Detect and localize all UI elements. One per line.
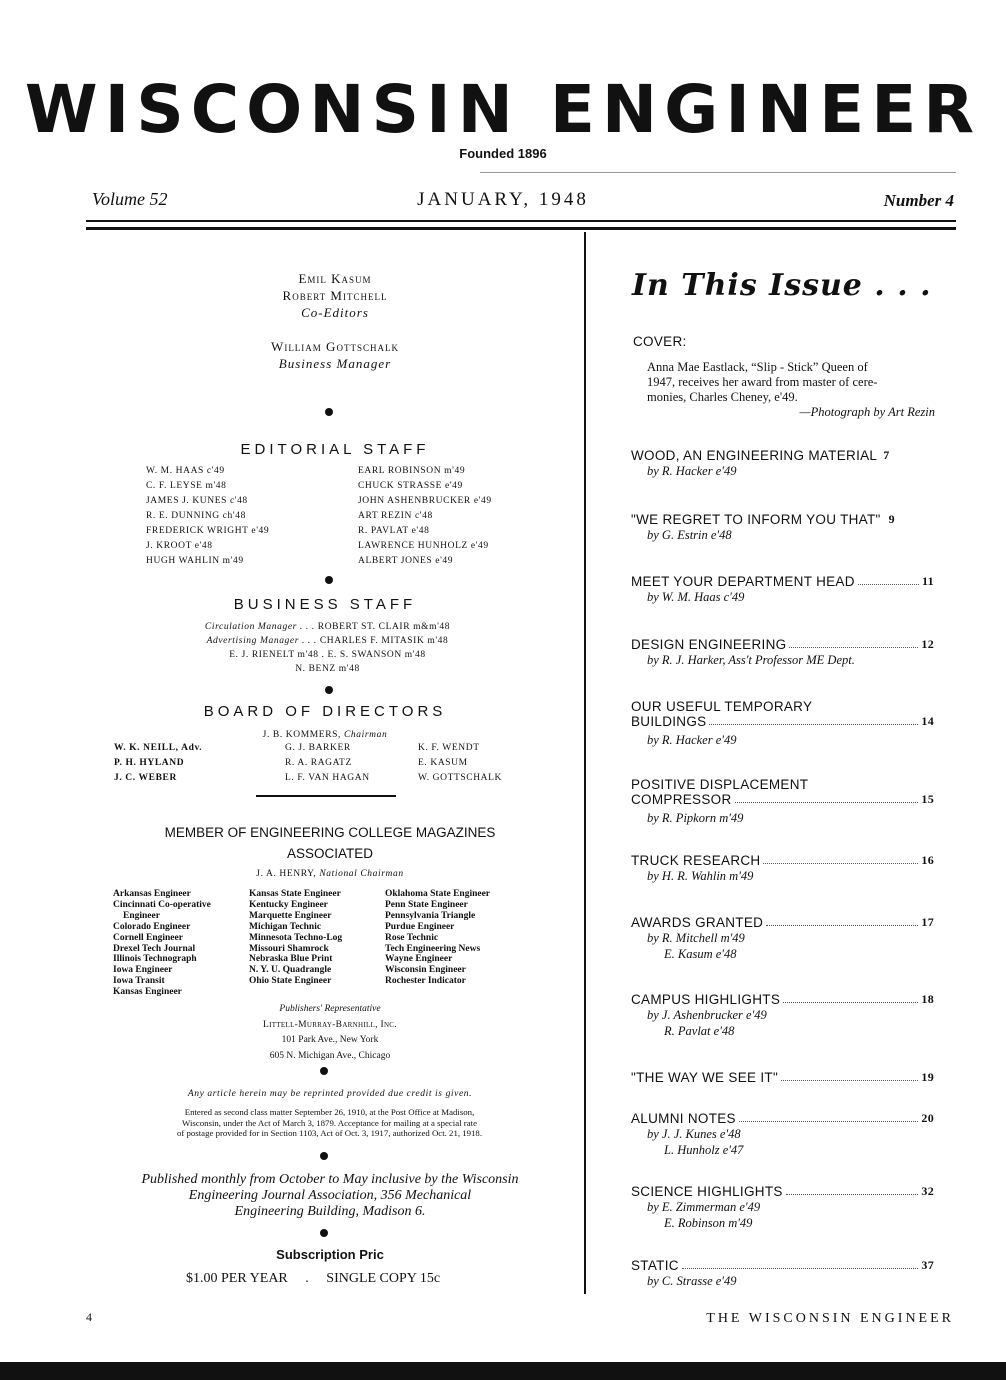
member-magazine: Nebraska Blue Print bbox=[249, 954, 333, 965]
toc-title: "THE WAY WE SEE IT" bbox=[631, 1070, 779, 1085]
toc-page: 14 bbox=[921, 714, 934, 728]
toc-byline: by R. J. Harker, Ass't Professor ME Dept. bbox=[647, 653, 855, 667]
published-line: Engineering Journal Association, 356 Mechanical bbox=[188, 1188, 472, 1203]
dot-leader bbox=[789, 646, 918, 648]
staff-member: W. M. HAAS c'49 bbox=[146, 466, 225, 476]
toc-byline: by J. Ashenbrucker e'49 bbox=[647, 1008, 767, 1022]
board-chair-role: Chairman bbox=[343, 730, 388, 740]
dot-leader bbox=[766, 924, 918, 926]
member-magazine: Colorado Engineer bbox=[113, 921, 191, 932]
toc-page: 20 bbox=[921, 1111, 934, 1125]
bullet-separator bbox=[320, 1229, 328, 1237]
toc-page: 37 bbox=[921, 1258, 934, 1272]
toc-page: 7 bbox=[883, 448, 890, 462]
toc-title: COMPRESSOR bbox=[631, 792, 732, 807]
in-this-issue-heading: In This Issue . . . bbox=[632, 268, 932, 303]
cover-caption bbox=[647, 360, 935, 420]
bullet-separator bbox=[325, 576, 333, 584]
member-magazine: Iowa Transit bbox=[113, 976, 165, 987]
staff-member: CHUCK STRASSE e'49 bbox=[358, 481, 463, 491]
subscription-heading: Subscription Pric bbox=[276, 1247, 384, 1262]
dot-leader bbox=[735, 801, 919, 803]
toc-byline: by H. R. Wahlin m'49 bbox=[647, 869, 754, 883]
toc-page: 15 bbox=[921, 792, 934, 806]
staff-member: LAWRENCE HUNHOLZ e'49 bbox=[358, 541, 489, 551]
toc-entry[interactable] bbox=[631, 1184, 934, 1231]
toc-title: WOOD, AN ENGINEERING MATERIAL bbox=[631, 448, 878, 463]
member-magazine: Kentucky Engineer bbox=[249, 899, 328, 910]
member-magazine: Ohio State Engineer bbox=[249, 976, 332, 987]
manager-name: William Gottschalk bbox=[271, 339, 399, 354]
business-line bbox=[120, 634, 535, 648]
board-heading: BOARD OF DIRECTORS bbox=[203, 703, 447, 720]
member-magazine: Tech Engineering News bbox=[385, 943, 481, 954]
board-member: R. A. RAGATZ bbox=[285, 758, 352, 768]
member-magazine: Wayne Engineer bbox=[385, 954, 453, 965]
editor-name: Robert Mitchell bbox=[282, 288, 388, 303]
rep-address: 101 Park Ave., New York bbox=[281, 1035, 379, 1045]
dot-leader bbox=[739, 1120, 919, 1122]
founded-line: Founded 1896 bbox=[459, 146, 547, 161]
member-magazine: Oklahoma State Engineer bbox=[385, 889, 491, 899]
dot-leader bbox=[781, 1079, 918, 1081]
board-chair-name: J. B. KOMMERS, bbox=[262, 730, 344, 740]
masthead-title: WISCONSIN ENGINEER bbox=[24, 71, 982, 148]
toc-title: SCIENCE HIGHLIGHTS bbox=[631, 1184, 783, 1199]
association-chair-name: J. A. HENRY, bbox=[256, 869, 320, 879]
board-member: E. KASUM bbox=[418, 758, 468, 768]
toc-byline: by C. Strasse e'49 bbox=[647, 1274, 737, 1288]
toc-entry[interactable] bbox=[631, 1111, 934, 1158]
business-line: N. BENZ m'48 bbox=[295, 664, 360, 674]
bullet-separator bbox=[320, 1067, 328, 1075]
toc-byline: by R. Mitchell m'49 bbox=[647, 931, 745, 945]
toc-byline: by G. Estrin e'48 bbox=[647, 528, 732, 542]
toc-byline: by R. Hacker e'49 bbox=[647, 733, 737, 747]
toc-byline: by R. Pipkorn m'49 bbox=[647, 811, 744, 825]
toc-title: STATIC bbox=[631, 1258, 679, 1273]
rep-label: Publishers' Representative bbox=[279, 1004, 381, 1014]
association-title-line: MEMBER OF ENGINEERING COLLEGE MAGAZINES bbox=[164, 825, 496, 840]
entered-notice bbox=[82, 1107, 577, 1139]
dot-leader bbox=[682, 1267, 919, 1269]
volume-label: Volume 52 bbox=[92, 189, 168, 209]
masthead-thin-rule bbox=[480, 172, 956, 173]
toc-byline: by J. J. Kunes e'48 bbox=[647, 1127, 741, 1141]
cover-photo-credit: —Photograph by Art Rezin bbox=[799, 405, 935, 419]
business-staff-heading: BUSINESS STAFF bbox=[233, 596, 417, 613]
toc-title: MEET YOUR DEPARTMENT HEAD bbox=[631, 574, 855, 589]
rep-address: 605 N. Michigan Ave., Chicago bbox=[269, 1050, 391, 1061]
member-magazine: Pennsylvania Triangle bbox=[385, 910, 476, 921]
member-magazine: Iowa Engineer bbox=[113, 965, 173, 976]
member-magazine: Cornell Engineer bbox=[113, 932, 183, 943]
board-member: K. F. WENDT bbox=[418, 743, 480, 753]
issue-date: JANUARY, 1948 bbox=[417, 189, 589, 210]
board-col-2 bbox=[285, 741, 370, 786]
editor-role: Co-Editors bbox=[301, 305, 369, 320]
toc-entry[interactable] bbox=[631, 915, 934, 962]
toc-entry[interactable] bbox=[631, 1070, 934, 1085]
toc-title: OUR USEFUL TEMPORARY bbox=[631, 699, 813, 714]
member-magazine: Purdue Engineer bbox=[385, 921, 455, 932]
toc-byline: by W. M. Haas c'49 bbox=[647, 590, 745, 604]
cover-label: COVER: bbox=[633, 334, 687, 349]
board-member: P. H. HYLAND bbox=[114, 758, 185, 768]
toc-title: CAMPUS HIGHLIGHTS bbox=[631, 992, 781, 1007]
board-member: W. K. NEILL, Adv. bbox=[114, 743, 203, 753]
member-magazine: Cincinnati Co-operative bbox=[113, 899, 211, 910]
member-magazine: Drexel Tech Journal bbox=[113, 943, 196, 954]
staff-member: JAMES J. KUNES c'48 bbox=[146, 496, 248, 506]
association-title bbox=[90, 822, 570, 864]
member-magazine: Illinois Technograph bbox=[113, 954, 197, 965]
staff-member: R. E. DUNNING ch'48 bbox=[146, 511, 246, 521]
editorial-staff-heading: EDITORIAL STAFF bbox=[240, 441, 430, 458]
cover-caption-line: monies, Charles Cheney, e'49. bbox=[647, 390, 798, 404]
member-magazine: Minnesota Techno-Log bbox=[249, 932, 343, 943]
staff-member: ART REZIN c'48 bbox=[358, 511, 433, 521]
business-line bbox=[120, 620, 535, 634]
dot-leader bbox=[858, 583, 919, 585]
toc-title: "WE REGRET TO INFORM YOU THAT" bbox=[631, 512, 881, 527]
toc-entry[interactable] bbox=[631, 992, 934, 1039]
subscription-year: $1.00 PER YEAR bbox=[186, 1271, 288, 1286]
staff-member: R. PAVLAT e'48 bbox=[358, 526, 430, 536]
member-magazine: Marquette Engineer bbox=[249, 910, 332, 921]
staff-member: ALBERT JONES e'49 bbox=[358, 556, 454, 566]
editorial-staff-left bbox=[146, 464, 269, 569]
member-magazine: Engineer bbox=[123, 910, 160, 921]
toc-entry[interactable] bbox=[631, 448, 934, 479]
business-staff-block bbox=[120, 620, 535, 676]
toc-entry[interactable] bbox=[631, 777, 934, 826]
entered-line: Wisconsin, under the Act of March 3, 1879. Acceptance for mailing at a special rate bbox=[182, 1117, 477, 1128]
business-line: E. J. RIENELT m'48 . E. S. SWANSON m'48 bbox=[229, 650, 426, 660]
issue-number: Number 4 bbox=[883, 191, 954, 210]
member-col-2 bbox=[249, 889, 342, 987]
published-notice bbox=[90, 1172, 570, 1220]
toc-title: ALUMNI NOTES bbox=[631, 1111, 736, 1126]
toc-page: 17 bbox=[921, 915, 934, 929]
toc-page: 16 bbox=[921, 853, 934, 867]
toc-entry[interactable] bbox=[631, 853, 934, 884]
association-title-line: ASSOCIATED bbox=[286, 846, 374, 861]
toc-entry[interactable] bbox=[631, 637, 934, 668]
toc-title: BUILDINGS bbox=[631, 714, 707, 729]
board-member: W. GOTTSCHALK bbox=[418, 773, 502, 783]
board-member: G. J. BARKER bbox=[285, 743, 351, 753]
bullet-separator bbox=[320, 1152, 328, 1160]
staff-member: J. KROOT e'48 bbox=[146, 541, 213, 551]
member-col-1 bbox=[113, 889, 211, 998]
dot-leader bbox=[763, 862, 918, 864]
subscription-prices bbox=[186, 1271, 440, 1287]
bullet-separator bbox=[325, 408, 333, 416]
staff-member: EARL ROBINSON m'49 bbox=[358, 466, 466, 476]
toc-page: 11 bbox=[922, 574, 934, 588]
toc-entry[interactable] bbox=[631, 699, 934, 748]
staff-member: C. F. LEYSE m'48 bbox=[146, 481, 227, 491]
masthead-rule-bottom bbox=[86, 227, 956, 230]
toc-title: DESIGN ENGINEERING bbox=[631, 637, 787, 652]
toc-byline: E. Kasum e'48 bbox=[664, 947, 737, 961]
member-magazine: Michigan Technic bbox=[249, 921, 322, 932]
rep-name: Littell-Murray-Barnhill, Inc. bbox=[263, 1019, 397, 1030]
entered-line: of postage provided for in Section 1103, Act of Oct. 3, 1917, authorized Oct. 21, 1918. bbox=[176, 1128, 483, 1138]
dot-leader bbox=[709, 723, 918, 725]
member-magazine: N. Y. U. Quadrangle bbox=[249, 965, 332, 976]
board-member: L. F. VAN HAGAN bbox=[285, 773, 370, 783]
masthead-rule-top bbox=[86, 220, 956, 222]
board-rule bbox=[256, 795, 396, 797]
business-name: CHARLES F. MITASIK m'48 bbox=[316, 636, 449, 646]
board-col-1 bbox=[114, 741, 202, 786]
toc-byline: by R. Hacker e'49 bbox=[647, 464, 737, 478]
toc-entry[interactable] bbox=[631, 512, 934, 543]
toc-byline: by E. Zimmerman e'49 bbox=[647, 1200, 761, 1214]
toc-page: 32 bbox=[921, 1184, 934, 1198]
toc-entry[interactable] bbox=[631, 1258, 934, 1289]
editor-name: Emil Kasum bbox=[298, 271, 372, 286]
member-magazine: Wisconsin Engineer bbox=[385, 965, 466, 976]
staff-member: HUGH WAHLIN m'49 bbox=[146, 556, 244, 566]
editorial-staff-right bbox=[358, 464, 492, 569]
entered-line: Entered as second class matter September 26, 1910, at the Post Office at Madison, bbox=[184, 1107, 475, 1117]
association-chairman bbox=[90, 867, 570, 882]
toc-page: 12 bbox=[921, 637, 934, 651]
toc-byline: R. Pavlat e'48 bbox=[664, 1024, 735, 1038]
subscription-single: SINGLE COPY 15c bbox=[326, 1271, 441, 1286]
scan-edge-bar bbox=[0, 1362, 1006, 1380]
business-role: Advertising Manager . . . bbox=[206, 636, 317, 646]
toc-entry[interactable] bbox=[631, 574, 934, 605]
toc-page: 18 bbox=[921, 992, 934, 1006]
toc-page: 9 bbox=[888, 512, 895, 526]
staff-member: JOHN ASHENBRUCKER e'49 bbox=[358, 496, 492, 506]
dot-leader bbox=[783, 1001, 918, 1003]
published-line: Engineering Building, Madison 6. bbox=[234, 1204, 426, 1219]
editors-block bbox=[130, 270, 540, 372]
toc-title: POSITIVE DISPLACEMENT bbox=[631, 777, 809, 792]
dot-leader bbox=[786, 1193, 919, 1195]
running-title: THE WISCONSIN ENGINEER bbox=[706, 1311, 954, 1326]
published-line: Published monthly from October to May inclusive by the Wisconsin bbox=[141, 1172, 519, 1187]
column-divider bbox=[584, 232, 586, 1294]
association-chair-role: National Chairman bbox=[319, 869, 404, 879]
member-magazine: Kansas Engineer bbox=[113, 987, 182, 998]
publishers-rep bbox=[100, 1002, 560, 1064]
business-name: ROBERT ST. CLAIR m&m'48 bbox=[314, 622, 451, 632]
toc-title: AWARDS GRANTED bbox=[631, 915, 764, 930]
page-number: 4 bbox=[86, 1310, 92, 1324]
cover-caption-line: Anna Mae Eastlack, “Slip - Stick” Queen of bbox=[647, 360, 868, 374]
member-magazine: Arkansas Engineer bbox=[113, 889, 191, 899]
member-magazine: Missouri Shamrock bbox=[249, 943, 329, 954]
reprint-notice: Any article herein may be reprinted provided due credit is given. bbox=[187, 1089, 473, 1099]
member-magazine: Rochester Indicator bbox=[385, 976, 466, 987]
member-col-3 bbox=[385, 889, 490, 987]
subscription-separator: . bbox=[305, 1271, 309, 1286]
staff-member: FREDERICK WRIGHT e'49 bbox=[146, 526, 270, 536]
board-member: J. C. WEBER bbox=[114, 773, 177, 783]
toc-page: 19 bbox=[921, 1070, 934, 1084]
member-magazine: Penn State Engineer bbox=[385, 899, 468, 910]
cover-caption-line: 1947, receives her award from master of cere- bbox=[647, 375, 878, 389]
member-magazine: Kansas State Engineer bbox=[249, 889, 341, 899]
toc-title: TRUCK RESEARCH bbox=[631, 853, 761, 868]
bullet-separator bbox=[325, 686, 333, 694]
manager-role: Business Manager bbox=[278, 356, 392, 371]
member-magazine: Rose Technic bbox=[385, 932, 439, 943]
board-col-3 bbox=[418, 741, 502, 786]
toc-byline: L. Hunholz e'47 bbox=[664, 1143, 744, 1157]
toc-byline: E. Robinson m'49 bbox=[664, 1216, 753, 1230]
business-role: Circulation Manager . . . bbox=[204, 622, 315, 632]
